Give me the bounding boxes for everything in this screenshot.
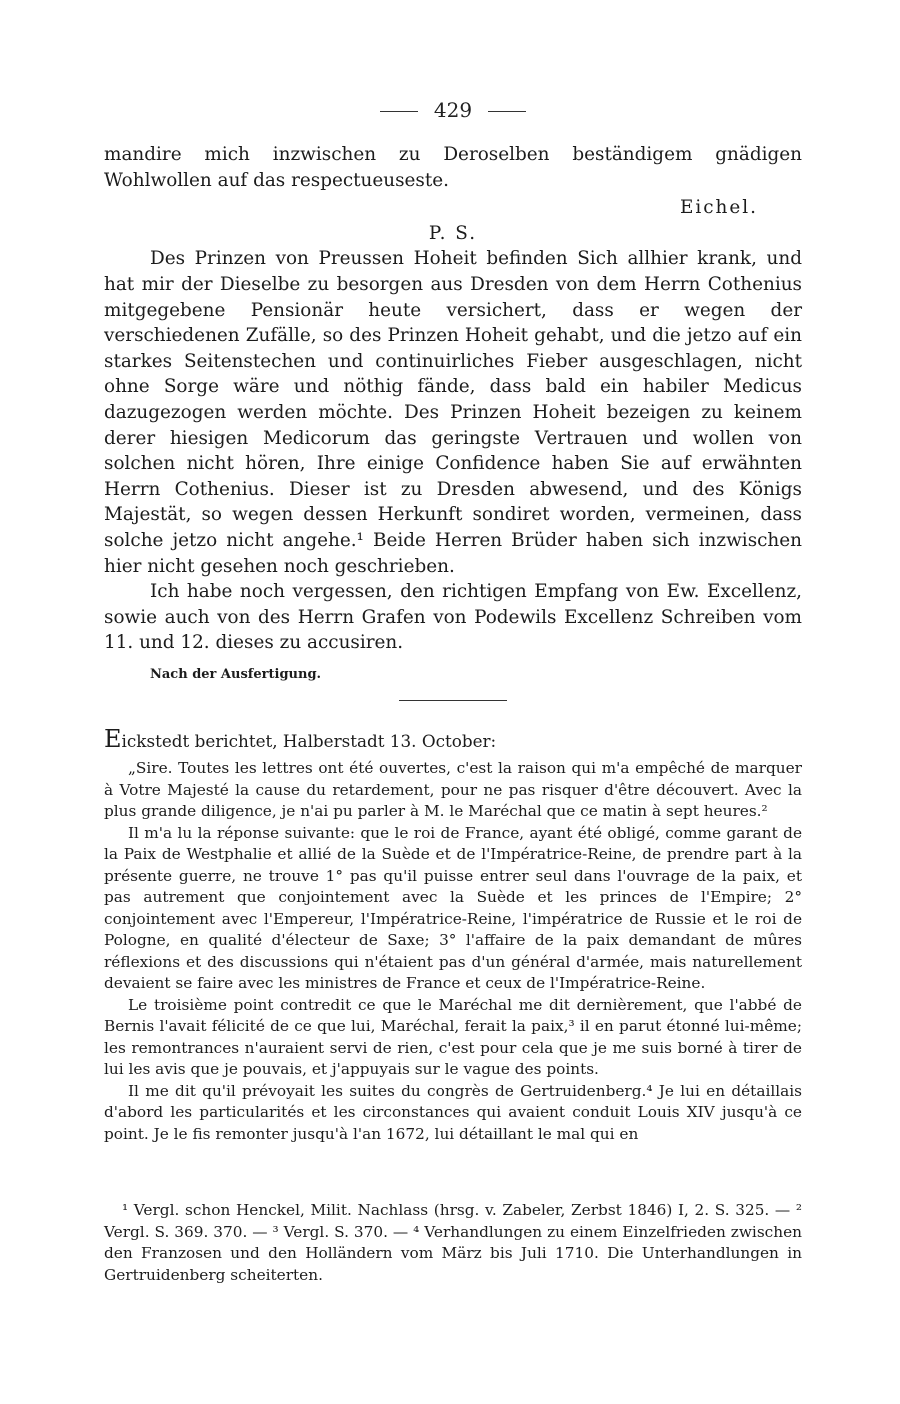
footnote-text: ¹ Vergl. schon Henckel, Milit. Nachlass (hrsg. v. Zabeler, Zerbst 1846) I, 2. S. 325. — ² Vergl. S. 369. 370. — ³ Vergl. S. 370. — ⁴ Verhandlungen zu einem Einzelfrieden zwischen den Franzosen und den Holländern vom März bis Juli 1710. Die Unterhandlungen in Gertruidenberg scheiterten. xyxy=(104,1201,802,1284)
postscript-label: P. S. xyxy=(428,222,478,244)
report-paragraph: Le troisième point contredit ce que le Maréchal me dit dernièrement, que l'abbé de Bernis l'avait félicité de ce que lui, Maréchal, ferait la paix,³ il en parut étonné lui-même; les remontrances n'auraient servi de rien, c'est pour cela que je me suis borné à tirer de lui les avis que je pouvais, et j'appuyais sur le vague des points. xyxy=(104,995,802,1078)
letter-signature: Eichel. xyxy=(679,197,758,219)
header-rule-right xyxy=(488,111,526,112)
page-number: 429 xyxy=(433,98,473,122)
report-paragraph: „Sire. Toutes les lettres ont été ouvertes, c'est la raison qui m'a empêché de marquer à Votre Majesté la cause du retardement, pour ne pas risquer d'être découvert. Avec la plus grande diligence, je n'ai pu parler à M. le Maréchal que ce matin à sept heures.² xyxy=(104,759,802,820)
section-divider xyxy=(399,700,507,701)
source-note: Nach der Ausfertigung. xyxy=(150,666,322,682)
report-body xyxy=(104,758,802,1145)
page-header xyxy=(104,98,802,122)
postscript-paragraph: Ich habe noch vergessen, den richtigen Empfang von Ew. Excellenz, sowie auch von des Herrn Grafen von Podewils Excellenz Schreiben vom 11. und 12. dieses zu accusiren. xyxy=(104,581,802,654)
report-paragraph: Il m'a lu la réponse suivante: que le roi de France, ayant été obligé, comme garant de la Paix de Westphalie et allié de la Suède et de l'Impératrice-Reine, de prendre part à la présente guerre, ne trouve 1° pas qu'il puisse entrer seul dans l'ouvrage de la paix, et pas autrement que conjointement avec la Suède et les princes de l'Empire; 2° conjointement avec l'Empereur, l'Impératrice-Reine, l'impératrice de Russie et le roi de Pologne, en qualité d'électeur de Saxe; 3° l'affaire de la paix demandant de mûres réflexions et des discussions qui n'étaient pas d'un général d'armée, mais naturellement devaient se faire avec les ministres de France et ceux de l'Impératrice-Reine. xyxy=(104,823,802,992)
letter-closing: mandire mich inzwischen zu Deroselben beständigem gnädigen Wohlwollen auf das respectueuseste. xyxy=(104,144,802,191)
report-heading-text: ickstedt berichtet, Halberstadt 13. October: xyxy=(121,731,497,751)
header-rule-left xyxy=(380,111,418,112)
report-heading-initial: E xyxy=(104,725,122,753)
report-section xyxy=(104,726,802,1145)
report-heading xyxy=(104,726,802,754)
postscript-paragraph: Des Prinzen von Preussen Hoheit befinden Sich allhier krank, und hat mir der Dieselbe zu besorgen aus Dresden von dem Herrn Cothenius mitgegebene Pensionär heute versichert, dass er wegen der verschiedenen Zufälle, so des Prinzen Hoheit gehabt, und die jetzo auf ein starkes Seitenstechen und continuirliches Fieber ausgeschlagen, nicht ohne Sorge wäre und nöthig fände, dass bald ein habiler Medicus dazugezogen werden möchte. Des Prinzen Hoheit bezeigen zu keinem derer hiesigen Medicorum das geringste Vertrauen und wollen von solchen nicht hören, Ihre einige Confidence haben Sie auf erwähnten Herrn Cothenius. Dieser ist zu Dresden abwesend, und des Königs Majestät, so wegen dessen Herkunft sondiret worden, vermeinen, dass solche jetzo nicht angehe.¹ Beide Herren Brüder haben sich inzwischen hier nicht gesehen noch geschrieben. xyxy=(104,248,802,577)
letter-section xyxy=(104,142,802,701)
report-paragraph: Il me dit qu'il prévoyait les suites du congrès de Gertruidenberg.⁴ Je lui en détaillais d'abord les particularités et les circonstances qui avaient conduit Louis XIV jusqu'à ce point. Je le fis remonter jusqu'à l'an 1672, lui détaillant le mal qui en xyxy=(104,1081,802,1143)
footnotes xyxy=(104,1200,802,1286)
